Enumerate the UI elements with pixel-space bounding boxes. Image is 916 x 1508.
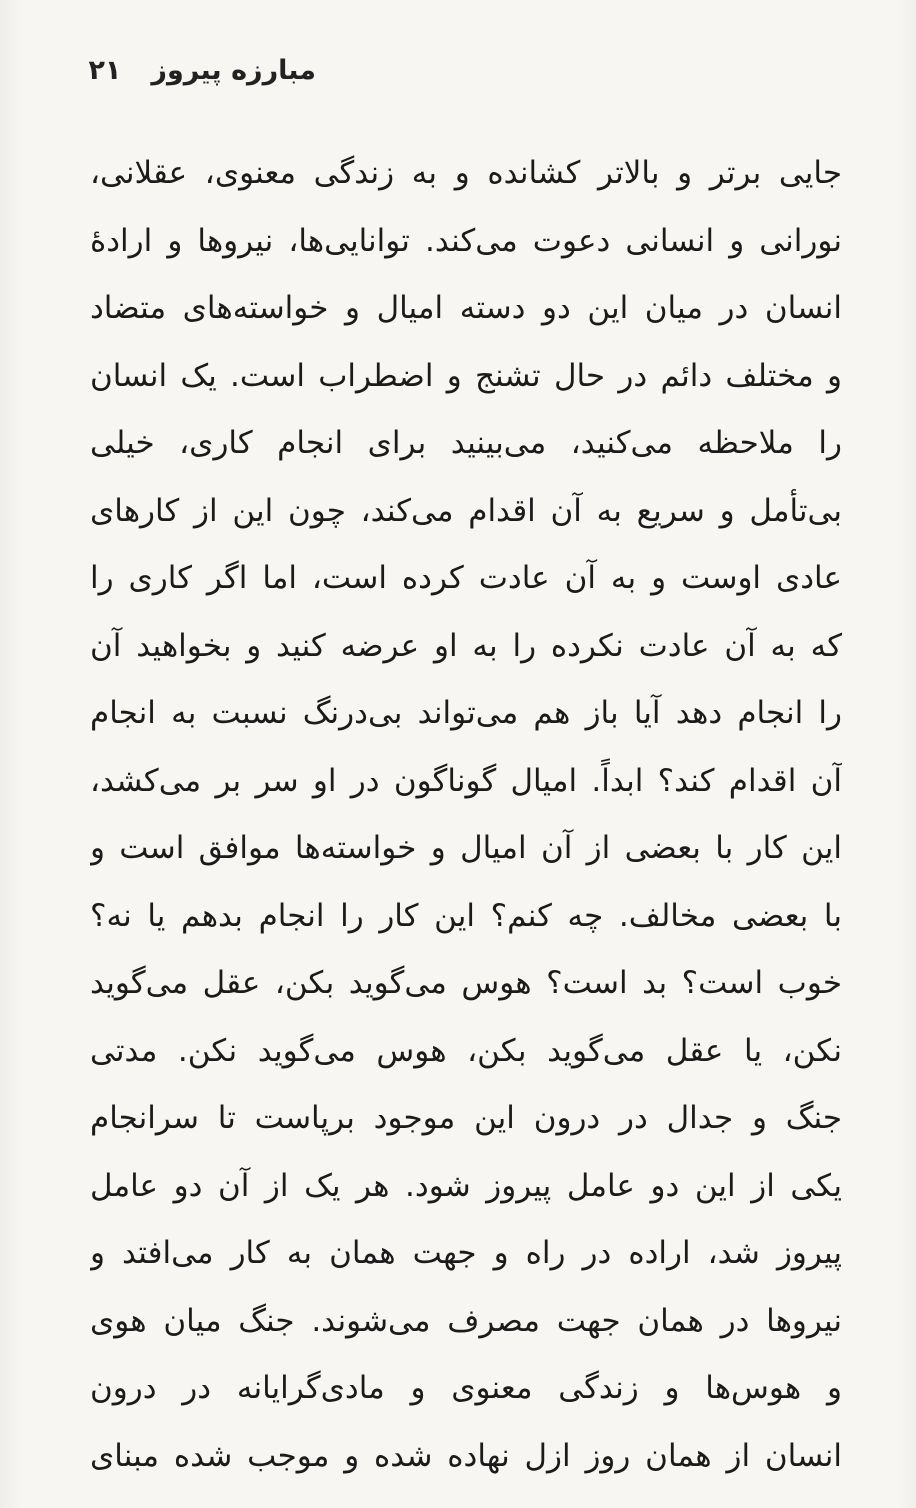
text-line-9: را انجام دهد آیا باز هم می‌تواند بی‌درنگ نسبت به انجام — [90, 695, 842, 731]
text-line-14: نکن، یا عقل می‌گوید بکن، هوس می‌گوید نکن. مدتی — [90, 1032, 842, 1069]
text-line-8: که به آن عادت نکرده را به او عرضه کنید و بخواهید آن — [90, 627, 842, 664]
text-line-13: خوب است؟ بد است؟ هوس می‌گوید بکن، عقل می‌گوید — [90, 965, 842, 1001]
text-line-20: انسان از همان روز ازل نهاده شده و موجب شده مبنای — [90, 1437, 842, 1474]
text-line-6: بی‌تأمل و سریع به آن اقدام می‌کند، چون این از کارهای — [90, 492, 842, 529]
text-line-11: این کار با بعضی از آن امیال و خواسته‌ها موافق است و — [90, 830, 842, 866]
text-line-19: و هوس‌ها و زندگی معنوی و مادی‌گرایانه در درون — [90, 1370, 842, 1406]
running-header — [76, 55, 316, 86]
text-line-16: یکی از این دو عامل پیروز شود. هر یک از آن دو عامل — [90, 1167, 842, 1204]
page-number: ۲۱ — [88, 55, 122, 86]
text-line-4: و مختلف دائم در حال تشنج و اضطراب است. یک انسان — [90, 357, 842, 394]
text-line-1: جایی برتر و بالاتر کشانده و به زندگی معنوی، عقلانی، — [90, 155, 842, 191]
chapter-title: مبارزه پیروز — [151, 55, 316, 86]
text-line-12: با بعضی مخالف. چه کنم؟ این کار را انجام بدهم یا نه؟ — [90, 897, 842, 934]
text-line-3: انسان در میان این دو دسته امیال و خواسته‌های متضاد — [90, 290, 842, 326]
text-line-7: عادی اوست و به آن عادت کرده است، اما اگر کاری را — [90, 560, 842, 596]
text-line-18: نیروها در همان جهت مصرف می‌شوند. جنگ میان هوی — [90, 1302, 842, 1339]
text-line-5: را ملاحظه می‌کنید، می‌بینید برای انجام کاری، خیلی — [90, 425, 842, 461]
body-text — [90, 140, 842, 1490]
text-line-17: پیروز شد، اراده در راه و جهت همان به کار می‌افتد و — [90, 1235, 842, 1271]
text-line-2: نورانی و انسانی دعوت می‌کند. توانایی‌ها، نیروها و ارادهٔ — [90, 222, 842, 259]
text-line-10: آن اقدام کند؟ ابداً. امیال گوناگون در او سر بر می‌کشد، — [90, 762, 842, 799]
text-line-15: جنگ و جدال در درون این موجود برپاست تا سرانجام — [90, 1100, 842, 1136]
